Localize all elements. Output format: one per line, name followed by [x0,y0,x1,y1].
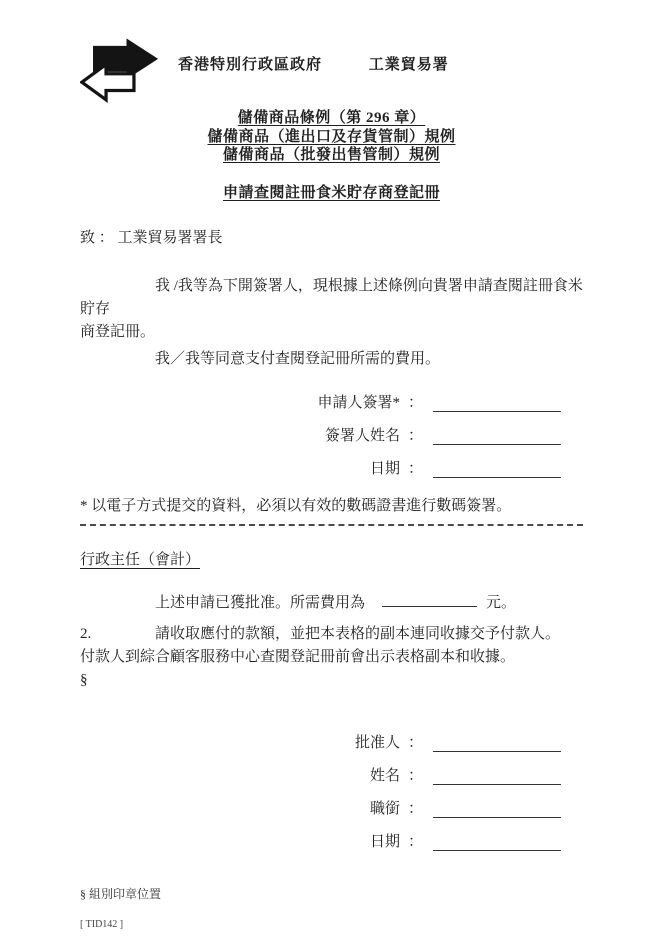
approver-post-input-line[interactable] [433,798,561,818]
field-row-approval-date [80,831,561,851]
fee-amount-input-line[interactable] [382,592,477,607]
approver-label: 批准人 [354,734,400,751]
consent-line: 我／我等同意支付查閱登記冊所需的費用。 [155,350,441,367]
section-mark: § [80,671,88,688]
fee-text-before: 上述申請已獲批准。所需費用為 [155,594,366,611]
field-row-application-date [80,458,561,478]
form-code: [ TID142 ] [80,918,124,930]
ordinance-title-2: 儲備商品（進出口及存貨管制）規例 [207,128,456,145]
approver-post-label: 職銜 [369,800,400,817]
application-date-input-line[interactable] [433,458,561,478]
application-paragraph-line-2: 商登記冊。 [80,323,156,340]
field-row-approver-name [80,765,561,785]
application-date-label: 日期 [369,460,400,477]
approver-input-line[interactable] [433,732,561,752]
fee-text-after: 元。 [486,594,517,611]
applicant-fields [80,392,583,478]
application-paragraph-line-1: 我 /我等為下開簽署人，現根據上述條例向貴署申請查閱註冊食米貯存 [80,277,583,317]
ordinance-title-3: 儲備商品（批發出售管制）規例 [222,147,440,163]
header-department: 工業貿易署 [368,57,449,73]
ordinance-titles [80,109,583,165]
field-row-approver [80,732,561,752]
payment-instruction [80,623,583,669]
addressee-line: 致 ： 工業貿易署署長 [80,229,223,246]
approver-name-input-line[interactable] [433,765,561,785]
field-colon: ： [407,800,423,817]
field-row-approver-post [80,798,561,818]
field-row-signatory-name [80,425,561,445]
approval-fields [80,732,583,851]
digital-signature-footnote: * 以電子方式提交的資料，必須以有效的數碼證書進行數碼簽署。 [80,497,512,514]
field-colon: ： [407,460,423,477]
applicant-signature-input-line[interactable] [433,392,561,412]
dashed-divider [80,524,583,526]
approval-date-input-line[interactable] [433,831,561,851]
signatory-name-input-line[interactable] [433,425,561,445]
applicant-signature-label: 申請人簽署* [317,394,400,411]
header-title [178,38,449,74]
office-section [80,548,583,569]
header-government: 香港特別行政區政府 [178,57,323,73]
officer-title: 行政主任（會計） [80,551,201,568]
ordinance-title-1: 儲備商品條例（第 296 章） [237,110,426,126]
header [80,38,583,104]
approval-date-label: 日期 [369,833,400,850]
field-colon: ： [407,734,423,751]
fee-approval-line [155,592,583,615]
form-title: 申請查閱註冊食米貯存商登記冊 [222,184,440,201]
payment-instruction-line-1: 請收取應付的款額，並把本表格的副本連同收據交予付款人。 [155,625,561,642]
item-number: 2. [80,625,92,642]
tid-double-arrow-logo-icon [80,38,160,104]
stamp-position-note: § 組別印章位置 [80,886,162,901]
approver-name-label: 姓名 [369,767,400,784]
field-colon: ： [407,767,423,784]
field-colon: ： [407,833,423,850]
application-paragraph [80,275,583,344]
field-colon: ： [407,427,423,444]
payment-instruction-line-2: 付款人到綜合顧客服務中心查閱登記冊前會出示表格副本和收據。 [80,648,516,665]
field-colon: ： [407,394,423,411]
signatory-name-label: 簽署人姓名 [324,427,400,444]
field-row-applicant-signature [80,392,561,412]
